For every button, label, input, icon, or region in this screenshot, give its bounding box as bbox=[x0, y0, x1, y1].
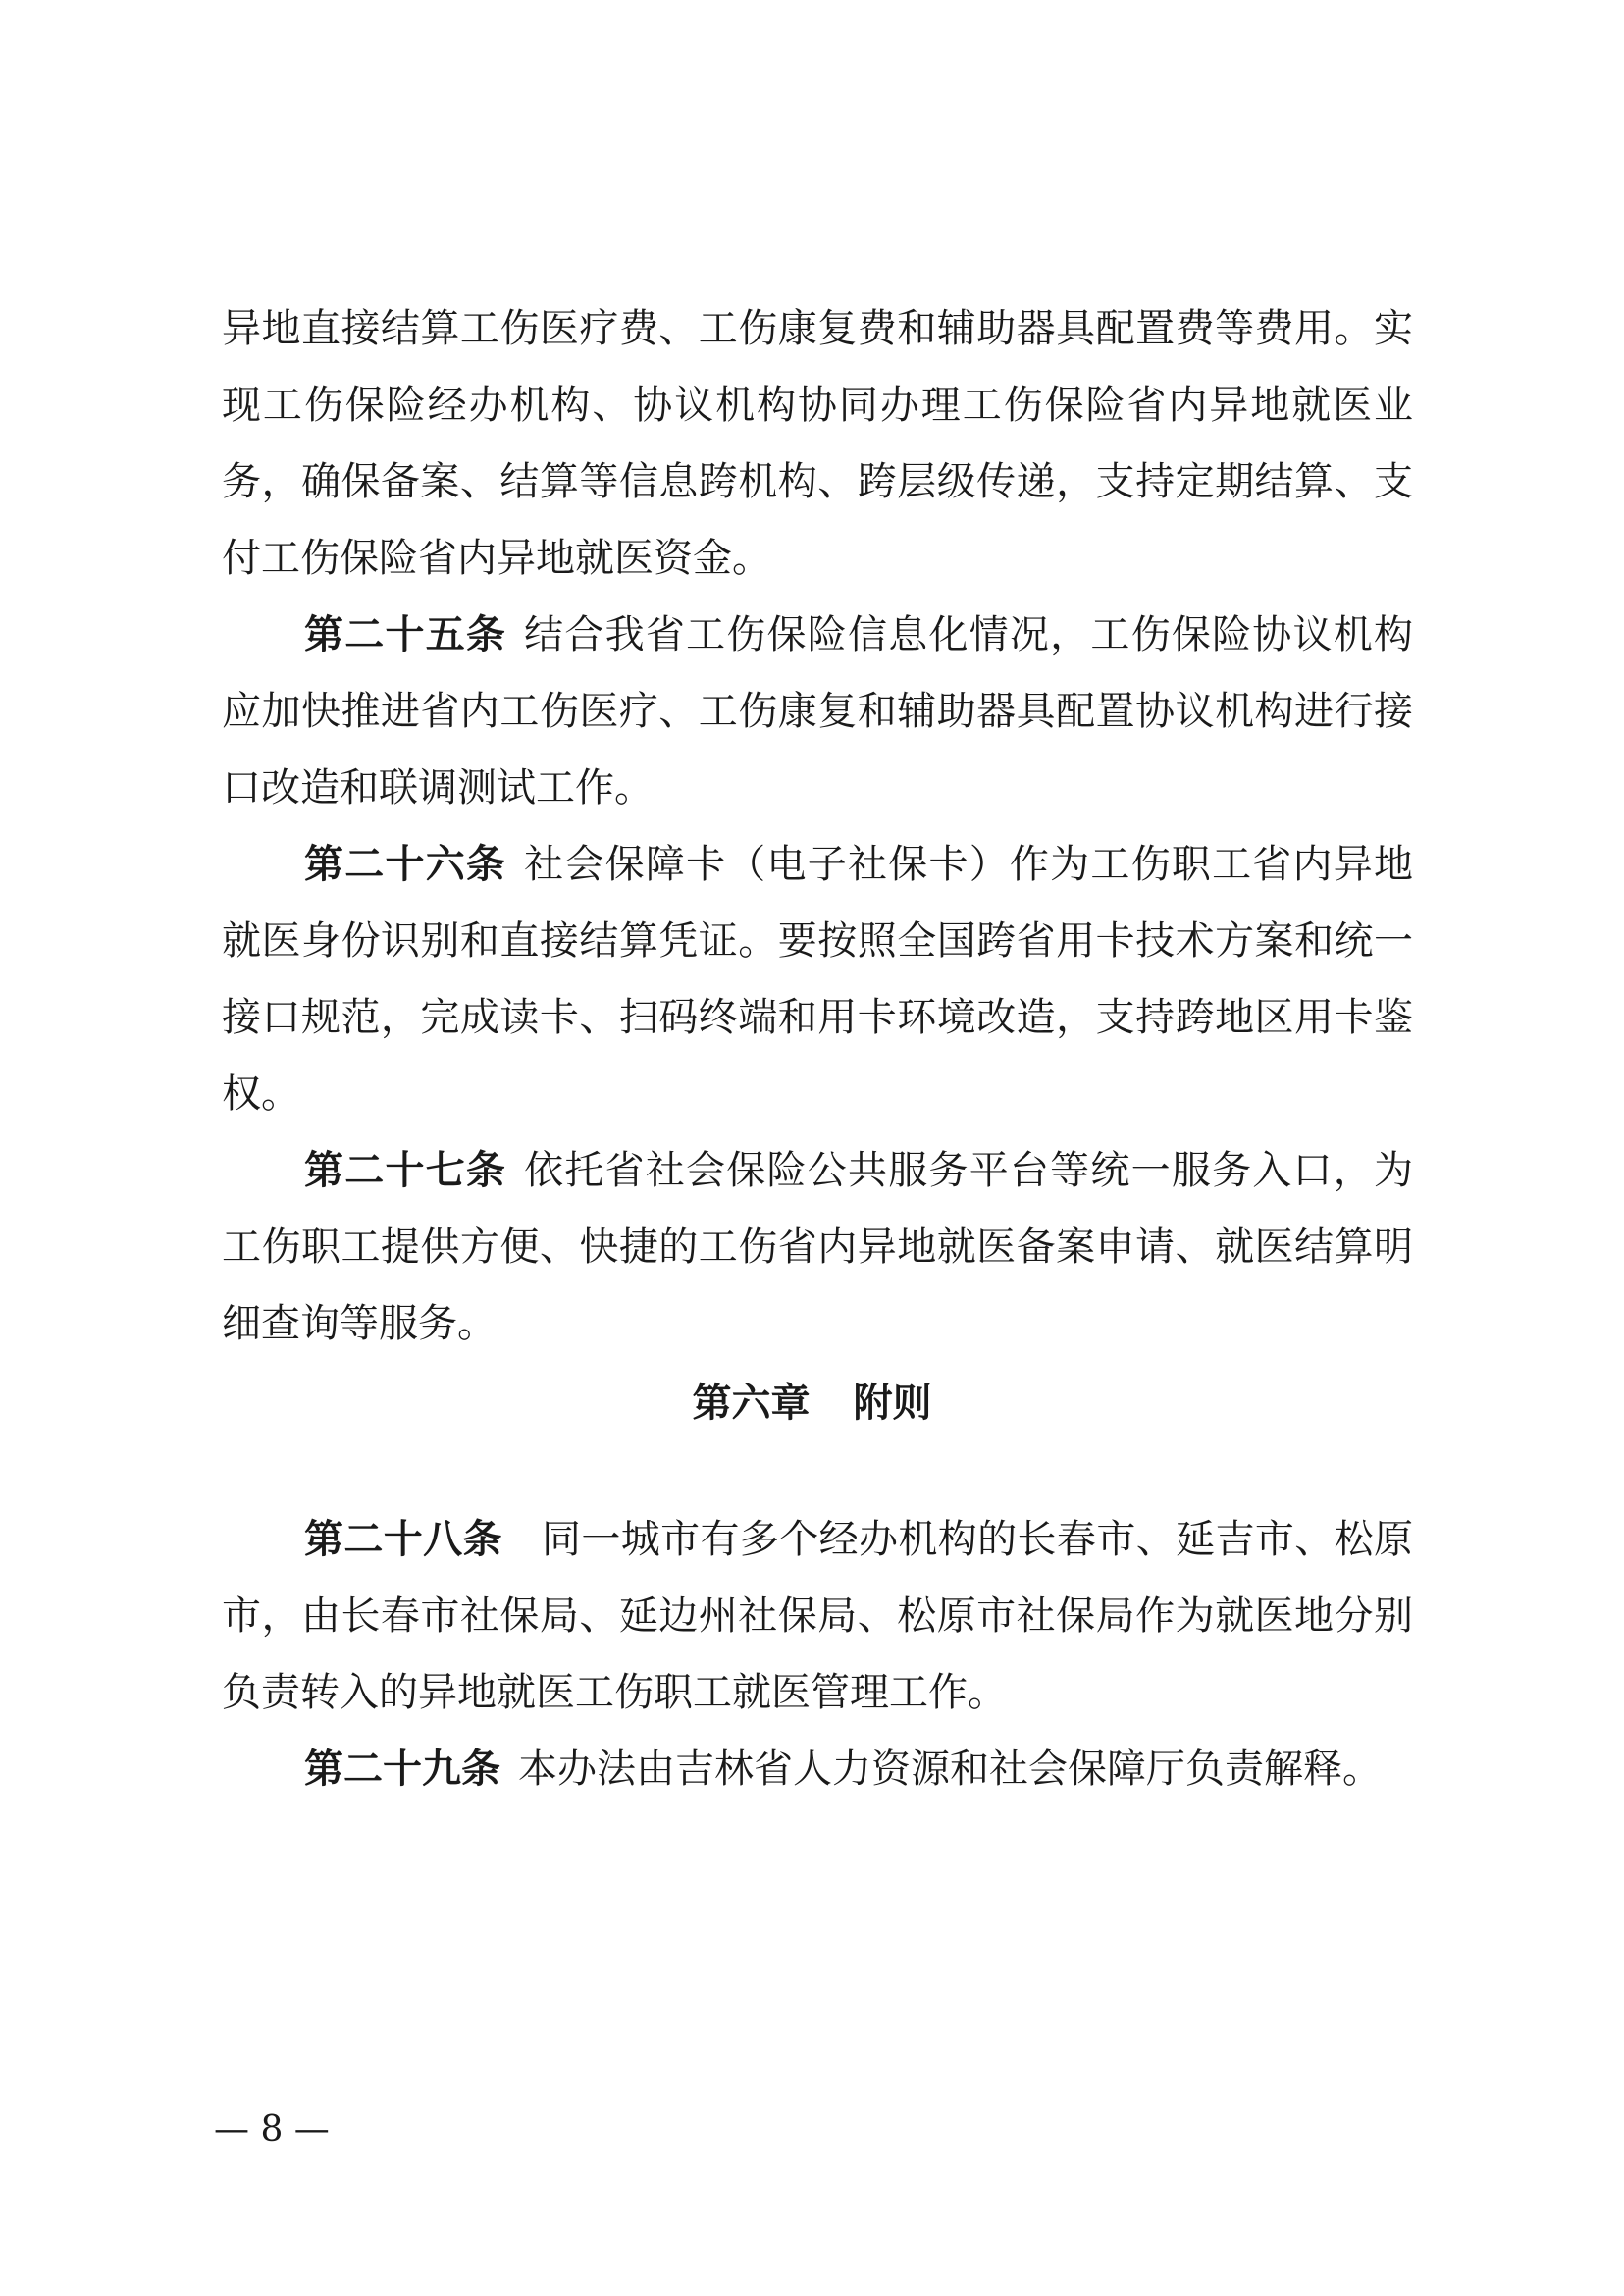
chapter-number: 第六章 bbox=[692, 1381, 811, 1426]
paragraph-continued bbox=[222, 290, 1413, 597]
article-27 bbox=[222, 1132, 1413, 1362]
paragraph-text: 结合我省工伤保险信息化情况，工伤保险协议机构应加快推进省内工伤医疗、工伤康复和辅助器具配置协议机构进行接口改造和联调测试工作。 bbox=[222, 612, 1414, 810]
page-number: — 8 — bbox=[214, 2110, 330, 2150]
body-section-bottom bbox=[222, 1501, 1413, 1807]
article-heading: 第二十八条 bbox=[304, 1517, 502, 1562]
paragraph-text: 同一城市有多个经办机构的长春市、延吉市、松原市，由长春市社保局、延边州社保局、松原市社保局作为就医地分别负责转入的异地就医工伤职工就医管理工作。 bbox=[222, 1517, 1414, 1715]
article-29 bbox=[222, 1731, 1413, 1807]
chapter-heading bbox=[0, 1374, 1624, 1433]
article-28 bbox=[222, 1501, 1413, 1731]
article-25 bbox=[222, 597, 1413, 826]
article-heading: 第二十五条 bbox=[304, 612, 507, 657]
body-section-top bbox=[222, 290, 1413, 1362]
chapter-title: 附则 bbox=[853, 1381, 932, 1426]
paragraph-text: 依托省社会保险公共服务平台等统一服务入口，为工伤职工提供方便、快捷的工伤省内异地就医备案申请、就医结算明细查询等服务。 bbox=[222, 1148, 1414, 1346]
article-heading: 第二十九条 bbox=[304, 1747, 500, 1792]
paragraph-text: 本办法由吉林省人力资源和社会保障厅负责解释。 bbox=[518, 1747, 1382, 1792]
paragraph-text: 社会保障卡（电子社保卡）作为工伤职工省内异地就医身份识别和直接结算凭证。要按照全国跨省用卡技术方案和统一接口规范，完成读卡、扫码终端和用卡环境改造，支持跨地区用卡鉴权。 bbox=[222, 842, 1414, 1117]
article-heading: 第二十六条 bbox=[304, 842, 507, 887]
paragraph-text: 异地直接结算工伤医疗费、工伤康复费和辅助器具配置费等费用。实现工伤保险经办机构、协议机构协同办理工伤保险省内异地就医业务，确保备案、结算等信息跨机构、跨层级传递，支持定期结算、支付工伤保险省内异地就医资金。 bbox=[222, 306, 1413, 581]
article-heading: 第二十七条 bbox=[304, 1148, 507, 1193]
article-26 bbox=[222, 826, 1413, 1132]
